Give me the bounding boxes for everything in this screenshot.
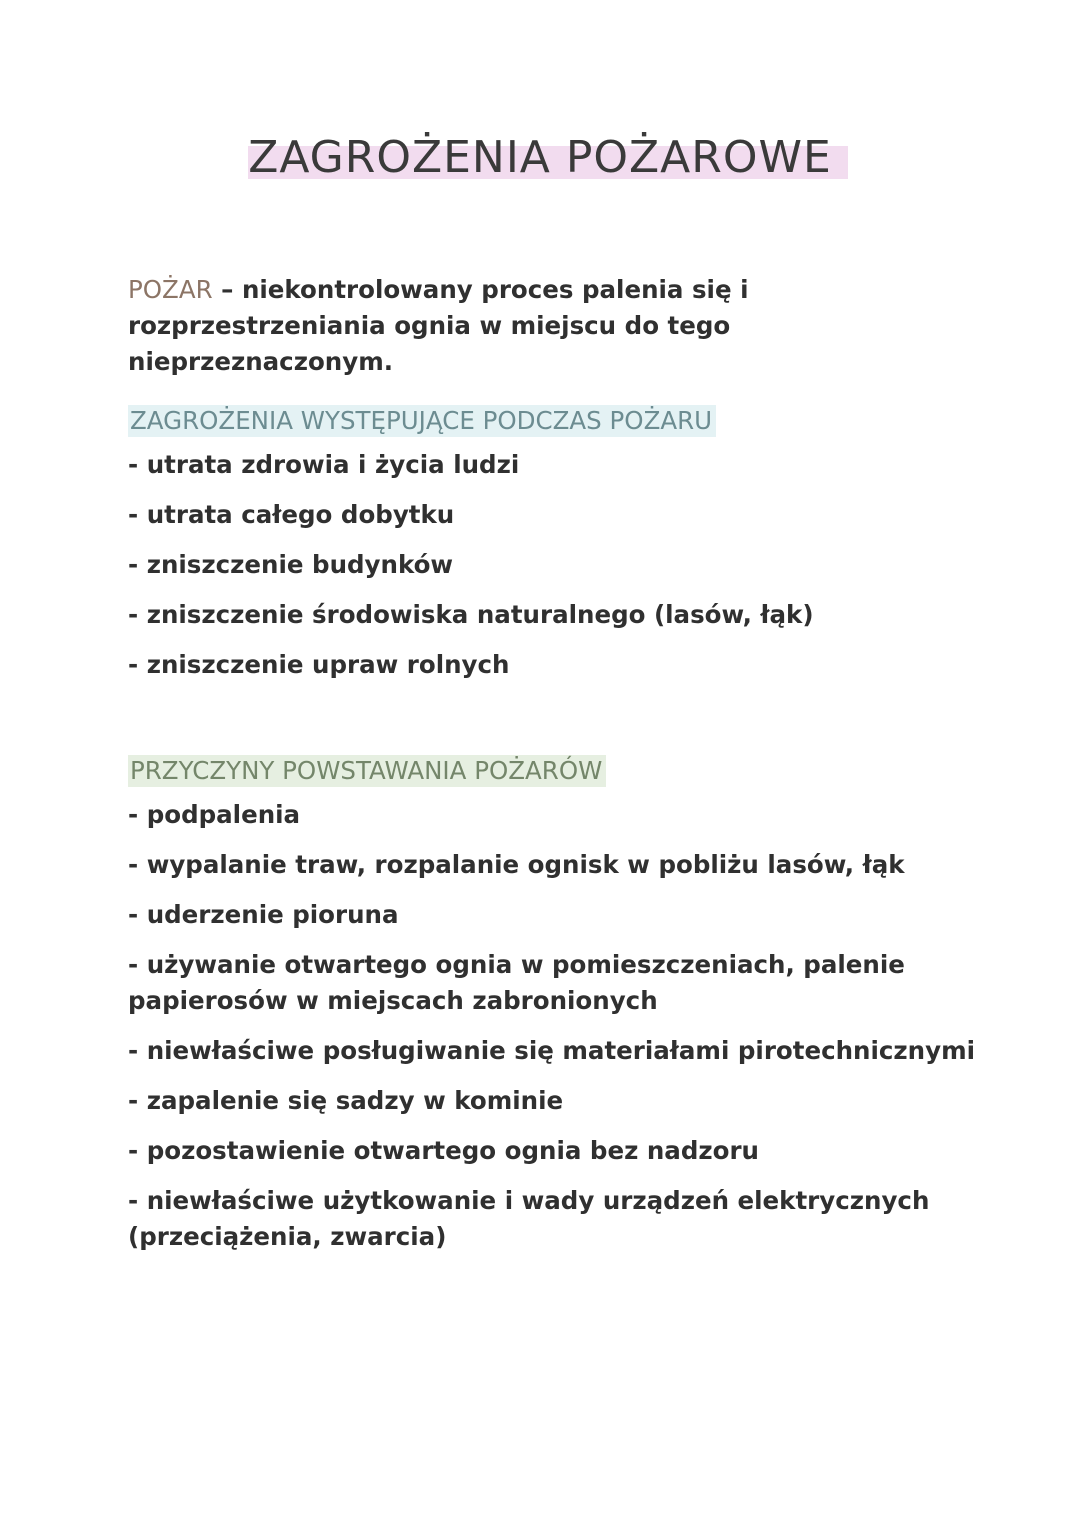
list-item: - używanie otwartego ognia w pomieszczeniach, palenie papierosów w miejscach zabronionych: [128, 947, 1028, 1019]
section-hazards: [128, 405, 1028, 697]
section-heading-hazards: ZAGROŻENIA WYSTĘPUJĄCE PODCZAS POŻARU: [128, 405, 716, 437]
definition-text: – niekontrolowany proces palenia się i rozprzestrzeniania ognia w miejscu do tego nieprzeznaczonym.: [128, 275, 749, 376]
causes-list: [128, 797, 1028, 1255]
title-container: [0, 132, 1080, 183]
section-causes: [128, 755, 1028, 1269]
list-item: - uderzenie pioruna: [128, 897, 1028, 933]
list-item: - utrata całego dobytku: [128, 497, 1028, 533]
list-item: - niewłaściwe użytkowanie i wady urządzeń elektrycznych (przeciążenia, zwarcia): [128, 1183, 1028, 1255]
section-heading-causes: PRZYCZYNY POWSTAWANIA POŻARÓW: [128, 755, 606, 787]
list-item: - zniszczenie upraw rolnych: [128, 647, 1028, 683]
list-item: - zniszczenie środowiska naturalnego (lasów, łąk): [128, 597, 1028, 633]
definition-paragraph: [128, 272, 978, 380]
list-item: - podpalenia: [128, 797, 1028, 833]
hazards-list: [128, 447, 1028, 683]
list-item: - zniszczenie budynków: [128, 547, 1028, 583]
list-item: - pozostawienie otwartego ognia bez nadzoru: [128, 1133, 1028, 1169]
list-item: - zapalenie się sadzy w kominie: [128, 1083, 1028, 1119]
page-title: ZAGROŻENIA POŻAROWE: [248, 132, 832, 183]
list-item: - niewłaściwe posługiwanie się materiałami pirotechnicznymi: [128, 1033, 1028, 1069]
list-item: - wypalanie traw, rozpalanie ognisk w pobliżu lasów, łąk: [128, 847, 1028, 883]
list-item: - utrata zdrowia i życia ludzi: [128, 447, 1028, 483]
definition-term: POŻAR: [128, 275, 213, 304]
